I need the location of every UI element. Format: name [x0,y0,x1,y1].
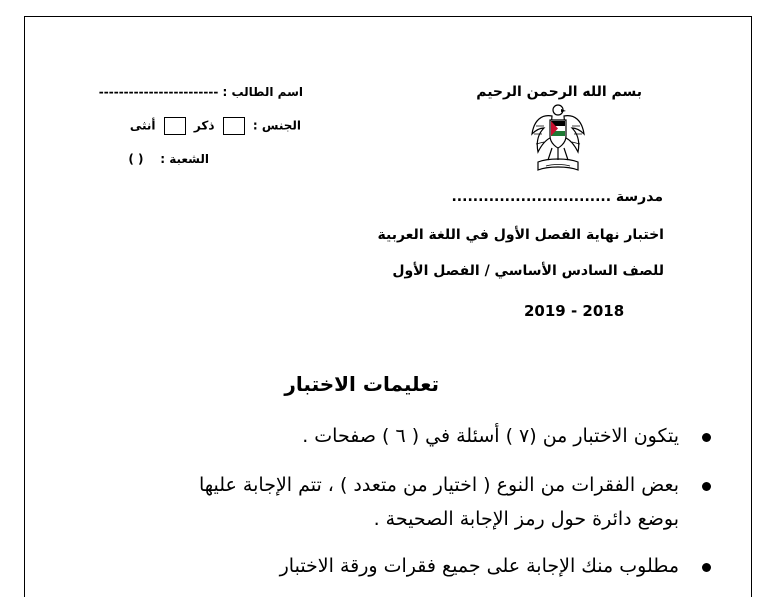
instruction-text: بعض الفقرات من النوع ( اختيار من متعدد ) ، تتم الإجابة عليها [198,474,679,496]
bullet-icon [702,482,711,491]
gender-male-label: ذكر [193,118,215,133]
school-line [451,189,663,205]
instructions-title: تعليمات الاختبار [284,372,439,396]
exam-title: اختبار نهاية الفصل الأول في اللغة العربية [377,227,664,243]
gender-row [130,117,301,135]
instruction-text: مطلوب منك الإجابة على جميع فقرات ورقة الاختبار [279,555,679,577]
bullet-icon [702,563,711,572]
gender-female-label: أنثى [129,118,156,133]
section-label: الشعبة : [160,152,209,166]
grade-line: للصف السادس الأساسي / الفصل الأول [392,263,664,279]
instruction-item-2-continued: بوضع دائرة حول رمز الإجابة الصحيحة . [373,508,679,530]
gender-male-checkbox[interactable] [223,117,245,135]
academic-year: 2019 - 2018 [524,302,625,320]
instruction-item-1 [302,425,679,447]
gender-female-checkbox[interactable] [164,117,186,135]
student-name-label: اسم الطالب : [222,85,303,99]
bullet-icon [702,433,711,442]
school-dots: .............................. [451,189,612,205]
section-row [128,152,209,166]
section-field[interactable]: ( ) [128,152,144,166]
instruction-item-2 [199,474,679,496]
instruction-text: يتكون الاختبار من (٧ ) أسئلة في ( ٦ ) صفحات . [302,425,679,447]
student-name-field[interactable]: ------------------------ [98,85,219,99]
gender-label: الجنس : [252,118,301,133]
basmala: بسم الله الرحمن الرحيم [476,84,642,100]
palestine-eagle-emblem-icon [528,100,588,178]
school-label: مدرسة [615,189,663,205]
student-name-row [99,85,303,99]
